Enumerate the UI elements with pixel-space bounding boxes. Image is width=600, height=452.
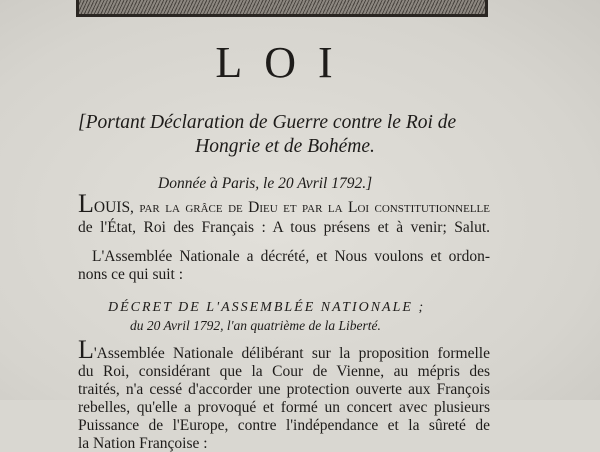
decree-date: du 20 Avril 1792, l'an quatrième de la Liberté. <box>130 318 381 333</box>
body-line-5: Puissance de l'Europe, contre l'indépendance et la sûreté de <box>78 417 490 434</box>
given-date: Donnée à Paris, le 20 Avril 1792.] <box>158 175 373 192</box>
subtitle-line-2: Hongrie et de Bohéme. <box>195 136 375 157</box>
body-drop-capital: L <box>78 335 94 364</box>
body-line-1 <box>78 335 490 364</box>
drop-capital: L <box>78 189 94 218</box>
preamble-text: OUIS, par la grâce de Dieu et par la Loi constitutionnelle <box>93 199 490 216</box>
preamble-line-2: de l'État, Roi des Français : A tous présens et à venir; Salut. <box>78 219 490 236</box>
decree-intro-line-2: nons ce qui suit : <box>78 266 184 283</box>
body-text: 'Assemblée Nationale délibérant sur la proposition formelle <box>93 345 490 362</box>
document-heading: LOI <box>215 38 355 87</box>
decree-intro-line-1: L'Assemblée Nationale a décrété, et Nous voulons et ordon- <box>92 248 490 265</box>
subtitle-line-1: [Portant Déclaration de Guerre contre le Roi de <box>78 112 457 133</box>
body-line-3: traités, n'a cessé d'accorder une protection ouverte aux François <box>78 381 490 398</box>
preamble-line-1 <box>78 189 490 218</box>
decree-title: DÉCRET DE L'ASSEMBLÉE NATIONALE ; <box>108 300 426 315</box>
body-line-2: du Roi, considérant que la Cour de Vienne, au mépris des <box>78 363 490 380</box>
woodcut-header-illustration <box>76 0 488 17</box>
body-line-6: la Nation Françoise : <box>78 435 208 452</box>
body-line-4: rebelles, qu'elle a provoqué et formé un concert avec plusieurs <box>78 399 490 416</box>
